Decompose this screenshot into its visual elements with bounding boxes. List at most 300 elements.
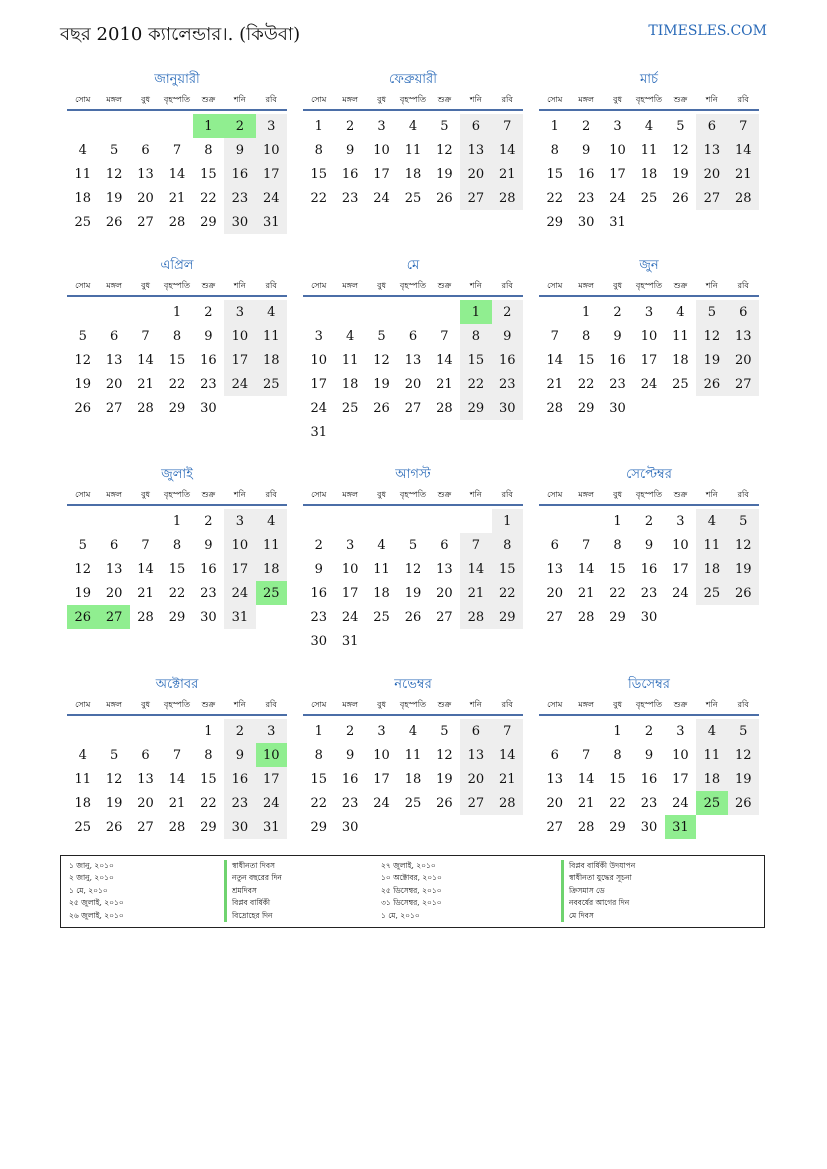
day-cell: 22 [168, 585, 186, 601]
day-grid [539, 509, 759, 629]
day-cell: 7 [492, 719, 523, 743]
day-cell: 28 [492, 186, 523, 210]
day-cell: 21 [577, 795, 595, 811]
day-cell: 30 [224, 815, 255, 839]
weekday-header [67, 489, 287, 506]
day-cell: 3 [224, 509, 255, 533]
day-cell: 19 [404, 585, 422, 601]
weekday-label: রবি [501, 700, 513, 709]
holiday-name: স্বাধীনতা দিবস [224, 860, 381, 872]
day-cell: 18 [341, 376, 359, 392]
day-cell: 3 [377, 118, 386, 134]
month-title: জুন [639, 258, 659, 273]
day-cell: 27 [137, 819, 154, 835]
day-cell: 24 [373, 190, 390, 206]
weekday-label: বুধ [141, 95, 151, 104]
day-cell: 6 [141, 142, 150, 158]
day-cell: 18 [696, 767, 727, 791]
day-cell: 14 [492, 138, 523, 162]
day-cell: 24 [224, 372, 255, 396]
day-cell: 16 [224, 162, 255, 186]
day-cell: 29 [577, 400, 595, 416]
day-cell: 21 [492, 767, 523, 791]
day-cell: 6 [408, 328, 418, 344]
weekday-label: মঙ্গল [578, 281, 594, 290]
day-cell: 7 [172, 747, 182, 763]
day-cell: 8 [172, 328, 182, 344]
day-cell: 17 [640, 352, 658, 368]
day-cell: 1 [204, 723, 213, 739]
day-cell: 22 [310, 795, 327, 811]
day-cell: 12 [436, 747, 453, 763]
weekday-label: শুক্র [437, 490, 452, 499]
day-cell: 1 [193, 114, 224, 138]
day-cell: 14 [728, 138, 759, 162]
day-cell: 9 [204, 537, 213, 553]
weekday-label: রবি [737, 490, 749, 499]
holiday-date: ২৫ জুলাই, ২০১০ [69, 898, 124, 908]
day-cell: 5 [728, 719, 759, 743]
day-cell: 11 [640, 142, 658, 158]
day-cell: 25 [404, 190, 422, 206]
day-cell: 7 [728, 114, 759, 138]
day-cell: 8 [204, 142, 213, 158]
weekday-label: শনি [233, 490, 246, 499]
holiday-date: ২৭ জুলাই, ২০১০ [381, 861, 436, 870]
day-cell: 16 [492, 348, 523, 372]
day-cell: 11 [74, 166, 91, 182]
day-cell: 3 [676, 723, 685, 739]
day-cell: 21 [577, 585, 595, 601]
holiday-name: বিপ্লব বার্ষিকী উদযাপন [561, 860, 756, 872]
day-cell: 12 [436, 142, 453, 158]
day-cell: 5 [696, 300, 727, 324]
day-cell: 9 [492, 324, 523, 348]
day-cell: 9 [644, 747, 654, 763]
day-cell: 27 [98, 605, 129, 629]
weekday-header [303, 699, 523, 716]
month-title: এপ্রিল [160, 258, 194, 273]
day-cell: 30 [224, 210, 255, 234]
day-cell: 21 [436, 376, 453, 392]
day-cell: 12 [404, 561, 422, 577]
day-cell: 1 [581, 304, 591, 320]
day-cell: 13 [105, 352, 123, 368]
day-cell: 30 [200, 400, 217, 416]
month-title: মে [406, 258, 420, 273]
day-cell: 17 [256, 162, 287, 186]
weekday-label: শুক্র [201, 490, 216, 499]
day-cell: 21 [460, 581, 491, 605]
day-grid [539, 719, 759, 839]
weekday-label: রবি [265, 281, 277, 290]
day-cell: 22 [168, 376, 186, 392]
month-calendar [539, 465, 759, 629]
day-cell: 19 [728, 767, 759, 791]
day-cell: 21 [168, 190, 186, 206]
weekday-label: বুধ [377, 700, 387, 709]
weekday-label: শুক্র [437, 281, 452, 290]
day-cell: 22 [577, 376, 595, 392]
weekday-label: বৃহস্পতি [163, 281, 191, 290]
day-cell: 15 [609, 561, 626, 577]
page-title: বছর 2010 ক্যালেন্ডার।. (কিউবা) [60, 24, 301, 45]
day-cell: 19 [436, 771, 453, 787]
day-grid [303, 114, 523, 210]
day-cell: 30 [640, 819, 658, 835]
day-cell: 7 [492, 114, 523, 138]
day-cell: 5 [78, 328, 87, 344]
day-cell: 24 [224, 581, 255, 605]
month-title: জুলাই [161, 467, 193, 482]
day-cell: 8 [550, 142, 559, 158]
weekday-label: মঙ্গল [342, 281, 358, 290]
day-cell: 25 [404, 795, 422, 811]
day-cell: 30 [492, 396, 523, 420]
day-cell: 26 [404, 609, 422, 625]
weekday-label: বুধ [141, 281, 151, 290]
empty-cell [303, 300, 334, 324]
month-title: নভেম্বর [394, 677, 432, 692]
day-cell: 18 [74, 795, 91, 811]
day-cell: 27 [546, 609, 563, 625]
day-cell: 3 [644, 304, 654, 320]
weekday-header [539, 699, 759, 716]
day-cell: 14 [546, 352, 563, 368]
day-cell: 4 [345, 328, 355, 344]
day-cell: 9 [581, 142, 591, 158]
weekday-label: মঙ্গল [106, 281, 122, 290]
month-calendar [303, 70, 523, 210]
day-cell: 11 [696, 743, 727, 767]
weekday-label: শনি [469, 95, 482, 104]
weekday-label: শনি [469, 490, 482, 499]
empty-cell [334, 300, 365, 324]
day-cell: 26 [728, 581, 759, 605]
day-grid [67, 509, 287, 629]
day-cell: 15 [492, 557, 523, 581]
day-cell: 4 [676, 304, 685, 320]
day-cell: 11 [696, 533, 727, 557]
day-cell: 29 [168, 609, 186, 625]
month-title: আগস্ট [395, 467, 431, 482]
day-cell: 4 [696, 719, 727, 743]
day-cell: 10 [256, 138, 287, 162]
day-cell: 6 [109, 328, 119, 344]
holiday-name: স্বাধীনতা যুদ্ধের সূচনা [561, 872, 756, 884]
holiday-date: ১ জানু, ২০১০ [69, 861, 114, 870]
empty-cell [334, 509, 365, 533]
day-cell: 13 [546, 771, 563, 787]
day-cell: 12 [74, 561, 91, 577]
day-cell: 7 [581, 747, 591, 763]
day-cell: 25 [672, 376, 689, 392]
day-cell: 29 [460, 396, 491, 420]
day-cell: 20 [696, 162, 727, 186]
day-cell: 15 [310, 771, 327, 787]
weekday-label: বুধ [613, 700, 623, 709]
day-cell: 21 [546, 376, 563, 392]
empty-cell [366, 509, 397, 533]
day-cell: 9 [224, 138, 255, 162]
day-cell: 4 [408, 723, 418, 739]
month-title: মার্চ [639, 72, 658, 87]
day-cell: 7 [172, 142, 182, 158]
weekday-label: বৃহস্পতি [163, 700, 191, 709]
day-cell: 25 [696, 791, 727, 815]
weekday-header [303, 489, 523, 506]
day-cell: 2 [644, 723, 654, 739]
weekday-label: রবি [737, 95, 749, 104]
day-cell: 8 [314, 747, 323, 763]
empty-cell [67, 114, 98, 138]
day-cell: 9 [224, 743, 255, 767]
month-title: ডিসেম্বর [628, 677, 670, 692]
weekday-label: রবি [737, 281, 749, 290]
holiday-date: ৩১ ডিসেম্বর, ২০১০ [381, 898, 442, 908]
day-cell: 3 [224, 300, 255, 324]
day-cell: 15 [310, 166, 327, 182]
day-cell: 26 [105, 819, 123, 835]
day-cell: 15 [200, 166, 217, 182]
day-cell: 24 [609, 190, 626, 206]
month-calendar [303, 675, 523, 839]
day-cell: 20 [546, 585, 563, 601]
day-cell: 23 [224, 791, 255, 815]
day-cell: 17 [224, 557, 255, 581]
day-cell: 11 [256, 533, 287, 557]
day-cell: 17 [341, 585, 359, 601]
day-cell: 26 [436, 795, 453, 811]
day-cell: 21 [137, 376, 154, 392]
day-cell: 9 [345, 142, 355, 158]
day-cell: 8 [581, 328, 591, 344]
day-cell: 28 [728, 186, 759, 210]
day-cell: 23 [640, 795, 658, 811]
day-cell: 27 [137, 214, 154, 230]
weekday-label: মঙ্গল [578, 490, 594, 499]
day-cell: 23 [200, 585, 217, 601]
empty-cell [130, 300, 161, 324]
day-cell: 28 [492, 791, 523, 815]
weekday-label: সোম [75, 700, 91, 709]
weekday-header [67, 280, 287, 297]
day-cell: 28 [137, 609, 154, 625]
weekday-label: মঙ্গল [106, 490, 122, 499]
day-cell: 6 [728, 300, 759, 324]
weekday-label: শুক্র [673, 700, 688, 709]
weekday-label: বৃহস্পতি [635, 95, 663, 104]
day-cell: 29 [492, 605, 523, 629]
day-cell: 15 [200, 771, 217, 787]
day-cell: 10 [310, 352, 327, 368]
day-cell: 22 [609, 585, 626, 601]
empty-cell [161, 114, 192, 138]
day-cell: 20 [404, 376, 422, 392]
day-cell: 27 [460, 186, 491, 210]
empty-cell [130, 719, 161, 743]
day-cell: 14 [577, 561, 595, 577]
day-cell: 13 [404, 352, 422, 368]
day-cell: 9 [345, 747, 355, 763]
day-cell: 13 [696, 138, 727, 162]
day-cell: 5 [440, 118, 449, 134]
day-grid [539, 114, 759, 234]
day-cell: 9 [644, 537, 654, 553]
day-cell: 17 [373, 771, 390, 787]
day-cell: 2 [224, 719, 255, 743]
day-cell: 24 [373, 795, 390, 811]
month-title: জানুয়ারী [154, 72, 200, 87]
empty-cell [98, 719, 129, 743]
day-cell: 3 [345, 537, 355, 553]
day-grid [303, 719, 523, 839]
day-cell: 10 [640, 328, 658, 344]
day-cell: 25 [74, 214, 91, 230]
day-cell: 21 [492, 162, 523, 186]
day-cell: 12 [105, 771, 123, 787]
day-cell: 1 [172, 304, 182, 320]
day-cell: 2 [204, 304, 213, 320]
day-cell: 10 [224, 324, 255, 348]
day-cell: 10 [256, 743, 287, 767]
weekday-header [539, 280, 759, 297]
day-cell: 19 [436, 166, 453, 182]
day-cell: 28 [168, 214, 186, 230]
weekday-label: বুধ [613, 490, 623, 499]
holiday-name: মে দিবস [561, 910, 756, 922]
day-cell: 1 [460, 300, 491, 324]
day-cell: 13 [460, 138, 491, 162]
day-cell: 23 [310, 609, 327, 625]
day-cell: 26 [74, 400, 91, 416]
weekday-label: রবি [265, 700, 277, 709]
day-cell: 4 [256, 300, 287, 324]
day-grid [67, 114, 287, 234]
day-cell: 14 [168, 771, 186, 787]
weekday-label: সোম [311, 490, 327, 499]
day-cell: 20 [460, 767, 491, 791]
day-cell: 16 [200, 561, 217, 577]
day-cell: 11 [256, 324, 287, 348]
day-cell: 20 [436, 585, 453, 601]
day-cell: 21 [728, 162, 759, 186]
weekday-label: মঙ্গল [106, 700, 122, 709]
weekday-label: বুধ [141, 490, 151, 499]
day-cell: 5 [440, 723, 449, 739]
empty-cell [539, 719, 570, 743]
day-cell: 2 [581, 118, 591, 134]
day-cell: 21 [168, 795, 186, 811]
day-cell: 20 [137, 190, 154, 206]
day-cell: 19 [74, 376, 91, 392]
day-cell: 22 [546, 190, 563, 206]
day-cell: 26 [105, 214, 123, 230]
day-cell: 25 [696, 581, 727, 605]
weekday-label: শনি [233, 95, 246, 104]
day-cell: 31 [224, 605, 255, 629]
day-cell: 27 [696, 186, 727, 210]
weekday-label: শুক্র [437, 700, 452, 709]
day-cell: 28 [168, 819, 186, 835]
holiday-legend [60, 855, 765, 928]
day-cell: 14 [460, 557, 491, 581]
weekday-label: শনি [705, 490, 718, 499]
day-cell: 18 [672, 352, 689, 368]
day-cell: 12 [672, 142, 689, 158]
day-cell: 23 [341, 795, 359, 811]
weekday-label: বৃহস্পতি [399, 700, 427, 709]
day-cell: 1 [172, 513, 182, 529]
day-cell: 25 [256, 372, 287, 396]
day-cell: 12 [74, 352, 91, 368]
day-cell: 17 [310, 376, 327, 392]
day-cell: 3 [256, 719, 287, 743]
day-cell: 13 [460, 743, 491, 767]
day-cell: 23 [200, 376, 217, 392]
empty-cell [429, 300, 460, 324]
day-cell: 5 [408, 537, 418, 553]
day-cell: 23 [577, 190, 595, 206]
weekday-label: রবি [501, 95, 513, 104]
weekday-label: বৃহস্পতি [399, 490, 427, 499]
holiday-name: নববর্ষের আগের দিন [561, 897, 756, 909]
empty-cell [67, 509, 98, 533]
holiday-date: ২৬ জুলাই, ২০১০ [69, 910, 124, 920]
day-cell: 20 [105, 376, 123, 392]
day-cell: 6 [550, 537, 559, 553]
day-cell: 1 [314, 723, 323, 739]
day-cell: 18 [373, 585, 390, 601]
month-calendar [539, 70, 759, 234]
weekday-label: শুক্র [673, 490, 688, 499]
day-cell: 10 [373, 747, 390, 763]
day-cell: 26 [373, 400, 390, 416]
day-cell: 16 [640, 561, 658, 577]
day-cell: 31 [665, 815, 696, 839]
weekday-label: বুধ [613, 281, 623, 290]
day-cell: 20 [105, 585, 123, 601]
day-cell: 14 [137, 352, 154, 368]
weekday-label: রবি [737, 700, 749, 709]
day-grid [67, 300, 287, 420]
day-cell: 12 [728, 743, 759, 767]
day-cell: 8 [613, 747, 622, 763]
day-cell: 18 [256, 557, 287, 581]
day-cell: 15 [168, 561, 186, 577]
day-cell: 20 [460, 162, 491, 186]
weekday-label: সোম [547, 281, 563, 290]
day-cell: 4 [78, 142, 87, 158]
day-cell: 6 [460, 114, 491, 138]
site-link[interactable]: TIMESLES.COM [648, 23, 767, 39]
day-cell: 10 [224, 533, 255, 557]
weekday-label: শনি [469, 700, 482, 709]
day-cell: 8 [460, 324, 491, 348]
day-cell: 1 [613, 723, 622, 739]
day-cell: 5 [377, 328, 386, 344]
day-cell: 3 [377, 723, 386, 739]
day-cell: 7 [141, 328, 150, 344]
weekday-label: বুধ [377, 95, 387, 104]
day-cell: 28 [460, 605, 491, 629]
day-cell: 2 [492, 300, 523, 324]
weekday-header [539, 94, 759, 111]
day-cell: 28 [137, 400, 154, 416]
day-cell: 12 [728, 533, 759, 557]
day-cell: 24 [256, 186, 287, 210]
day-cell: 29 [609, 609, 626, 625]
